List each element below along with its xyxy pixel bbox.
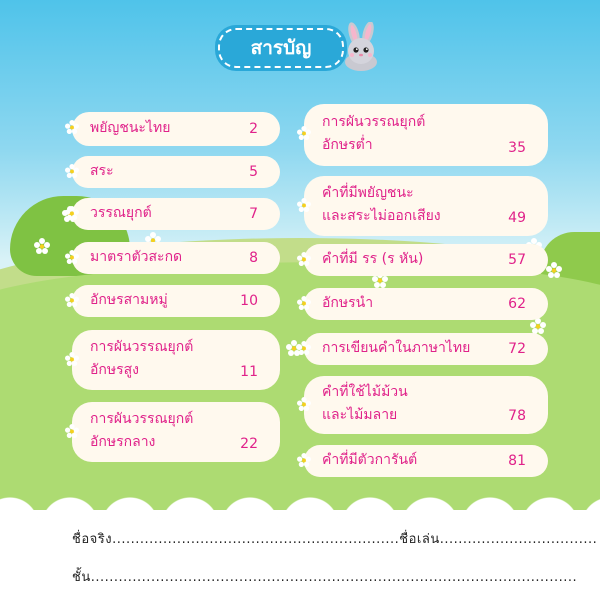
toc-page-number: 81 (508, 453, 526, 469)
flower-bullet-icon (65, 293, 79, 307)
toc-item-writing-thai[interactable] (304, 333, 548, 365)
toc-item-tone-marks[interactable] (72, 198, 280, 230)
toc-page-number: 5 (249, 164, 258, 180)
toc-item-three-classes[interactable] (72, 285, 280, 317)
real-name-label: ชื่อจริง (72, 532, 113, 547)
toc-page-number: 62 (508, 296, 526, 312)
toc-page-number: 49 (508, 210, 526, 226)
toc-item-label: สระ (90, 163, 114, 179)
toc-item-label: การเขียนคำในภาษาไทย (322, 340, 471, 356)
flower-bullet-icon (297, 397, 311, 411)
flower-bullet-icon (65, 424, 79, 438)
toc-item-leading-consonants[interactable] (304, 288, 548, 320)
name-line (72, 528, 597, 549)
toc-item-mid-class-tones[interactable] (72, 402, 280, 462)
real-name-field[interactable]: .............................................................. (112, 532, 400, 547)
daisy-icon (546, 262, 562, 278)
toc-page-number: 8 (249, 250, 258, 266)
toc-page-number: 57 (508, 252, 526, 268)
toc-item-vowels[interactable] (72, 156, 280, 188)
toc-item-ror-han[interactable] (304, 244, 548, 276)
toc-page-number: 78 (508, 408, 526, 424)
flower-bullet-icon (297, 198, 311, 212)
toc-item-final-consonants[interactable] (72, 242, 280, 274)
nickname-field[interactable]: .................................. (439, 532, 598, 547)
flower-bullet-icon (65, 250, 79, 264)
class-label: ชั้น (72, 570, 91, 585)
flower-bullet-icon (297, 341, 311, 355)
toc-page-number: 7 (249, 206, 258, 222)
flower-bullet-icon (297, 453, 311, 467)
toc-title (218, 24, 368, 68)
toc-item-label: การผันวรรณยุกต์ อักษรต่ำ (322, 114, 426, 153)
daisy-icon (34, 238, 50, 254)
toc-item-label: คำที่ใช้ไม้ม้วน และไม้มลาย (322, 384, 408, 423)
nickname-label: ชื่อเล่น (399, 532, 440, 547)
daisy-icon (530, 318, 546, 334)
flower-bullet-icon (65, 120, 79, 134)
flower-bullet-icon (65, 164, 79, 178)
toc-item-label: การผันวรรณยุกต์ อักษรกลาง (90, 411, 194, 450)
flower-bullet-icon (65, 206, 79, 220)
toc-page-number: 2 (249, 121, 258, 137)
toc-page-number: 10 (240, 293, 258, 309)
toc-item-label: มาตราตัวสะกด (90, 249, 183, 265)
flower-bullet-icon (65, 352, 79, 366)
class-field[interactable]: ......................................................................................................... (90, 570, 578, 585)
class-line (72, 566, 577, 587)
toc-item-silent-letters[interactable] (304, 176, 548, 236)
toc-item-label: อักษรสามหมู่ (90, 292, 168, 308)
toc-item-mai-muan-malai[interactable] (304, 376, 548, 434)
toc-item-karan[interactable] (304, 445, 548, 477)
rabbit-icon (338, 22, 384, 72)
toc-item-label: คำที่มีตัวการันต์ (322, 452, 418, 468)
toc-item-low-class-tones[interactable] (304, 104, 548, 166)
toc-item-label: พยัญชนะไทย (90, 120, 171, 136)
toc-item-label: วรรณยุกต์ (90, 205, 152, 221)
toc-page-number: 11 (240, 364, 258, 380)
toc-page-number: 22 (240, 436, 258, 452)
flower-bullet-icon (297, 126, 311, 140)
toc-page-number: 72 (508, 341, 526, 357)
flower-bullet-icon (297, 296, 311, 310)
page-title: สารบัญ (218, 28, 344, 68)
toc-page-number: 35 (508, 140, 526, 156)
flower-bullet-icon (297, 252, 311, 266)
toc-item-label: คำที่มี รร (ร หัน) (322, 251, 424, 267)
toc-item-label: อักษรนำ (322, 295, 374, 311)
toc-item-consonants[interactable] (72, 112, 280, 146)
toc-item-high-class-tones[interactable] (72, 330, 280, 390)
toc-item-label: คำที่มีพยัญชนะ และสระไม่ออกเสียง (322, 185, 441, 224)
toc-item-label: การผันวรรณยุกต์ อักษรสูง (90, 339, 194, 378)
